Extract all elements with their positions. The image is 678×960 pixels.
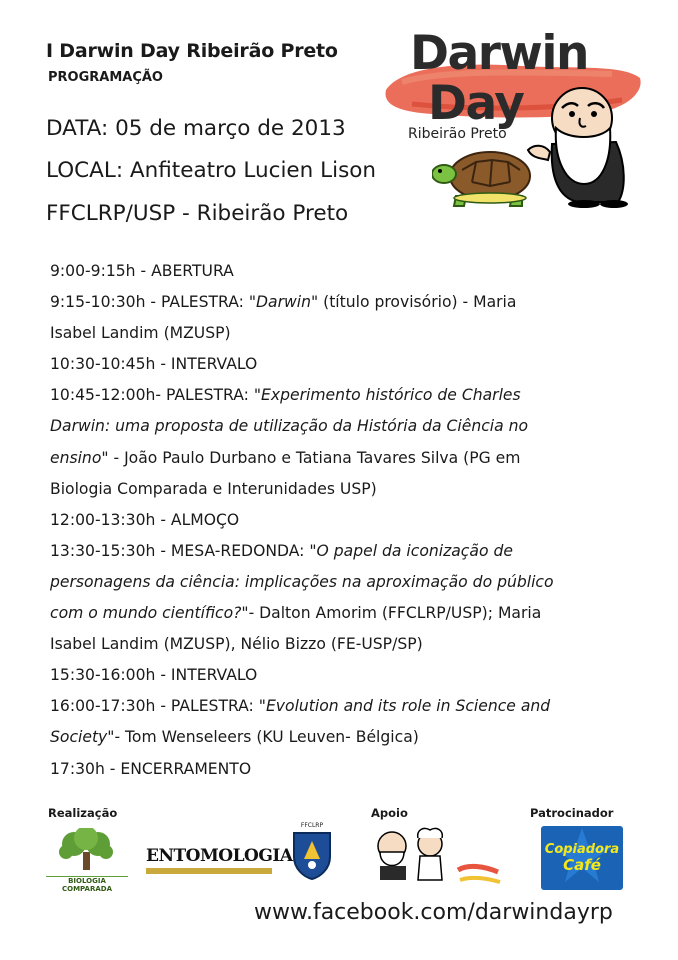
patrocinador-label: Patrocinador (530, 806, 614, 820)
schedule-line (50, 722, 642, 753)
biologia-logo-text: BIOLOGIA COMPARADA (46, 876, 128, 893)
copiadora-line2: Café (563, 856, 601, 874)
logo-word-darwin: Darwin (410, 26, 588, 81)
copiadora-cafe-logo (541, 826, 623, 890)
ffclrp-logo (290, 822, 334, 882)
schedule-text: 12:00-13:30h - ALMOÇO (50, 510, 240, 529)
ffclrp-logo-text: FFCLRP (300, 822, 324, 829)
schedule-text: 15:30-16:00h - INTERVALO (50, 666, 258, 685)
schedule-line (50, 754, 642, 785)
entomologia-bar (146, 868, 272, 874)
schedule-text: 10:30-10:45h - INTERVALO (50, 355, 258, 374)
event-date: DATA: 05 de março de 2013 (46, 116, 346, 141)
schedule-line (50, 474, 642, 505)
schedule-text: - João Paulo Durbano e Tatiana Tavares Silva (PG em (108, 448, 521, 467)
schedule-line (50, 443, 642, 474)
schedule-text: 10:45-12:00h- PALESTRA: (50, 386, 254, 405)
schedule-text: (título provisório) - Maria (318, 293, 517, 312)
biologia-comparada-logo (46, 828, 128, 893)
schedule-line (50, 629, 642, 660)
apoio-logo (372, 826, 504, 888)
event-institution: FFCLRP/USP - Ribeirão Preto (46, 201, 349, 226)
event-title: I Darwin Day Ribeirão Preto (46, 40, 338, 62)
schedule-line (50, 318, 642, 349)
schedule-text: 9:15-10:30h - PALESTRA: (50, 293, 249, 312)
schedule-line (50, 380, 642, 411)
tree-icon (46, 828, 128, 872)
shield-icon (290, 829, 334, 881)
schedule-text: Isabel Landim (MZUSP) (50, 324, 231, 343)
schedule-line (50, 349, 642, 380)
schedule-text: Isabel Landim (MZUSP), Nélio Bizzo (FE-USP/SP) (50, 635, 423, 654)
schedule-text: 13:30-15:30h - MESA-REDONDA: (50, 541, 310, 560)
schedule-line (50, 567, 642, 598)
copiadora-line1: Copiadora (544, 842, 620, 857)
schedule-text: 16:00-17:30h - PALESTRA: (50, 697, 259, 716)
schedule-line (50, 598, 642, 629)
darwin-caricature-icon (522, 80, 634, 208)
schedule-line (50, 691, 642, 722)
darwin-day-logo (372, 22, 642, 217)
schedule-italic-text: Society" (50, 728, 115, 747)
schedule-italic-text: personagens da ciência: implicações na aproximação do público (50, 572, 554, 591)
schedule-list (50, 256, 642, 785)
schedule-line (50, 411, 642, 442)
schedule-italic-text: com o mundo científico?" (50, 604, 249, 623)
schedule-text: 9:00-9:15h - ABERTURA (50, 262, 234, 280)
schedule-line (50, 660, 642, 691)
schedule-italic-text: "O papel da iconização de (309, 541, 513, 560)
cartoon-characters-icon (372, 826, 504, 888)
logo-word-day: Day (428, 76, 524, 131)
schedule-line (50, 287, 642, 318)
schedule-text: - Dalton Amorim (FFCLRP/USP); Maria (248, 604, 542, 623)
entomologia-logo-text: ENTOMOLOGIA (146, 846, 293, 866)
schedule-line (50, 536, 642, 567)
apoio-label: Apoio (371, 806, 408, 820)
schedule-line (50, 505, 642, 536)
schedule-italic-text: "Evolution and its role in Science and (258, 697, 551, 716)
entomologia-logo (146, 846, 293, 880)
logo-subtitle: Ribeirão Preto (408, 126, 507, 142)
schedule-line (50, 256, 642, 287)
schedule-text: 17:30h - ENCERRAMENTO (50, 759, 252, 778)
schedule-italic-text: Darwin: uma proposta de utilização da História da Ciência no (50, 417, 529, 436)
schedule-italic-text: "Experimento histórico de Charles (253, 386, 521, 405)
schedule-italic-text: ensino" (50, 448, 109, 467)
schedule-text: - Tom Wenseleers (KU Leuven- Bélgica) (114, 728, 419, 747)
realizacao-label: Realização (48, 806, 118, 820)
program-subtitle: PROGRAMAÇÃO (48, 70, 163, 85)
event-location: LOCAL: Anfiteatro Lucien Lison (46, 158, 377, 183)
schedule-text: Biologia Comparada e Interunidades USP) (50, 479, 377, 498)
schedule-italic-text: "Darwin" (248, 293, 319, 312)
facebook-url: www.facebook.com/darwindayrp (254, 900, 613, 925)
